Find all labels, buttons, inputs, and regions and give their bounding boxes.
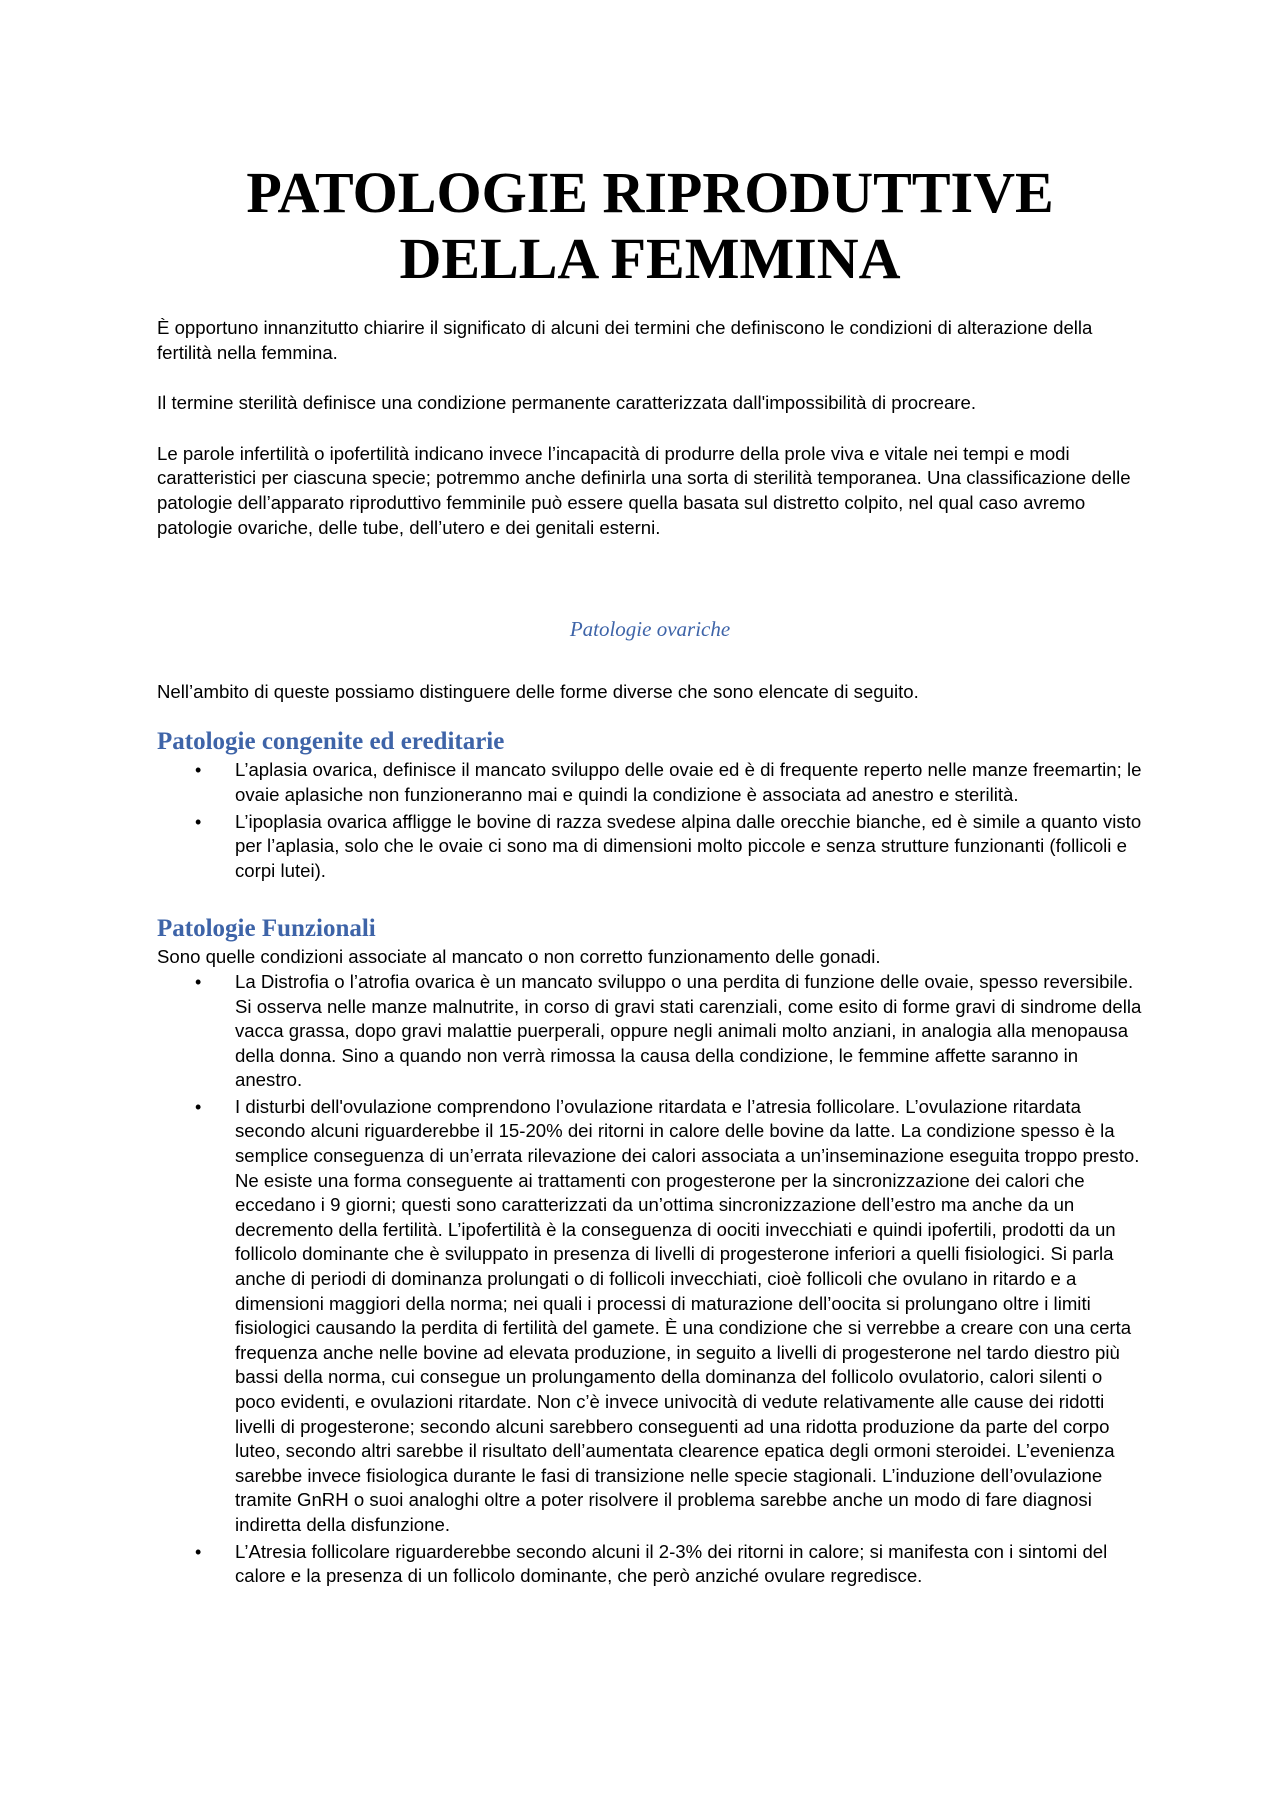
intro-paragraph-1: È opportuno innanzitutto chiarire il significato di alcuni dei termini che definiscono le condizioni di alterazione della fertilità nella femmina.: [157, 317, 1093, 363]
list-item-text: La Distrofia o l’atrofia ovarica è un mancato sviluppo o una perdita di funzione delle ovaie, spesso reversibile. Si osserva nelle manze malnutrite, in corso di gravi stati carenziali, come esito di forme gravi di sindrome della vacca grassa, dopo gravi malattie puerperali, oppure negli animali molto anziani, in analogia alla menopausa della donna. Sino a quando non verrà rimossa la causa della condizione, le femmine affette saranno in anestro.: [235, 970, 1142, 1091]
list-item-text: L’Atresia follicolare riguarderebbe secondo alcuni il 2-3% dei ritorni in calore; si manifesta con i sintomi del calore e la presenza di un follicolo dominante, che però anziché ovulare regredisce.: [235, 1540, 1108, 1587]
bullet-icon: •: [195, 971, 202, 992]
document-title: [157, 160, 1143, 292]
list-item: [195, 970, 1143, 1093]
list-item-text: L’ipoplasia ovarica affligge le bovine di razza svedese alpina dalle orecchie bianche, ed è simile a quanto visto per l’aplasia, solo che le ovaie ci sono ma di dimensioni molto piccole e senza strutture funzionanti (follicoli e corpi lutei).: [235, 810, 1142, 881]
document-page: [157, 160, 1143, 1591]
intro-paragraph-2: Il termine sterilità definisce una condizione permanente caratterizzata dall'impossibilità di procreare.: [157, 392, 976, 414]
list-funzionali: [157, 970, 1143, 1589]
title-line-2: DELLA FEMMINA: [399, 226, 901, 291]
list-item: [195, 1540, 1143, 1589]
list-item-text: L’aplasia ovarica, definisce il mancato sviluppo delle ovaie ed è di frequente reperto nelle manze freemartin; le ovaie aplasiche non funzioneranno mai e quindi la condizione è associata ad anestro e sterilità.: [235, 759, 1142, 805]
intro-paragraph-3: Le parole infertilità o ipofertilità indicano invece l’incapacità di produrre della prole viva e vitale nei tempi e modi caratteristici per ciascuna specie; potremmo anche definirla una sorta di sterilità temporanea. Una classificazione delle patologie dell’apparato riproduttivo femminile può essere quella basata sul distretto colpito, nel qual caso avremo patologie ovariche, delle tube, dell’utero e dei genitali esterni.: [157, 442, 1131, 538]
list-item: [195, 810, 1143, 884]
funzionali-intro: Sono quelle condizioni associate al mancato o non corretto funzionamento delle gonadi.: [157, 946, 881, 968]
title-line-1: PATOLOGIE RIPRODUTTIVE: [246, 160, 1054, 225]
list-item: [195, 1095, 1143, 1538]
list-congenite: [157, 758, 1143, 883]
section-heading-ovariche: Patologie ovariche: [569, 617, 731, 642]
list-item-text: I disturbi dell'ovulazione comprendono l’ovulazione ritardata e l’atresia follicolare. L’ovulazione ritardata secondo alcuni riguarderebbe il 15-20% dei ritorni in calore delle bovine da latte. La condizione spesso è la semplice conseguenza di un’errata rilevazione dei calori associata a un’inseminazione eseguita troppo presto. Ne esiste una forma conseguente ai trattamenti con progesterone per la sincronizzazione dei calori che eccedano i 9 giorni; questi sono caratterizzati da un’ottima sincronizzazione dell’estro ma anche da un decremento della fertilità. L’ipofertilità è la conseguenza di oociti invecchiati e quindi ipofertili, prodotti da un follicolo dominante che è sviluppato in presenza di livelli di progesterone inferiori a quelli fisiologici. Si parla anche di periodi di dominanza prolungati o di follicoli invecchiati, cioè follicoli che ovulano in ritardo e a dimensioni maggiori della norma; nei quali i processi di maturazione dell’oocita si prolungano oltre i limiti fisiologici causando la perdita di fertilità del gamete. È una condizione che si verrebbe a creare con una certa frequenza anche nelle bovine ad elevata produzione, in seguito a livelli di progesterone nel tardo diestro più bassi della norma, cui consegue un prolungamento della dominanza del follicolo ovulatorio, calori silenti o poco evidenti, e ovulazioni ritardate. Non c’è invece univocità di vedute relativamente alle cause dei ridotti livelli di progesterone; secondo alcuni sarebbero conseguenti ad una ridotta produzione da parte del corpo luteo, secondo altri sarebbe il risultato dell’aumentata clearence epatica degli ormoni steroidei. L’evenienza sarebbe invece fisiologica durante le fasi di transizione nelle specie stagionali. L’induzione dell’ovulazione tramite GnRH o suoi analoghi oltre a poter risolvere il problema sarebbe anche un modo di fare diagnosi indiretta della disfunzione.: [235, 1095, 1140, 1535]
list-item: [195, 758, 1143, 807]
bullet-icon: •: [195, 811, 202, 832]
heading-funzionali: Patologie Funzionali: [157, 915, 376, 943]
bullet-icon: •: [195, 1096, 202, 1117]
bullet-icon: •: [195, 760, 202, 781]
bullet-icon: •: [195, 1541, 202, 1562]
heading-congenite: Patologie congenite ed ereditarie: [157, 728, 505, 756]
section-ovariche-intro: Nell’ambito di queste possiamo distinguere delle forme diverse che sono elencate di seguito.: [157, 680, 919, 702]
